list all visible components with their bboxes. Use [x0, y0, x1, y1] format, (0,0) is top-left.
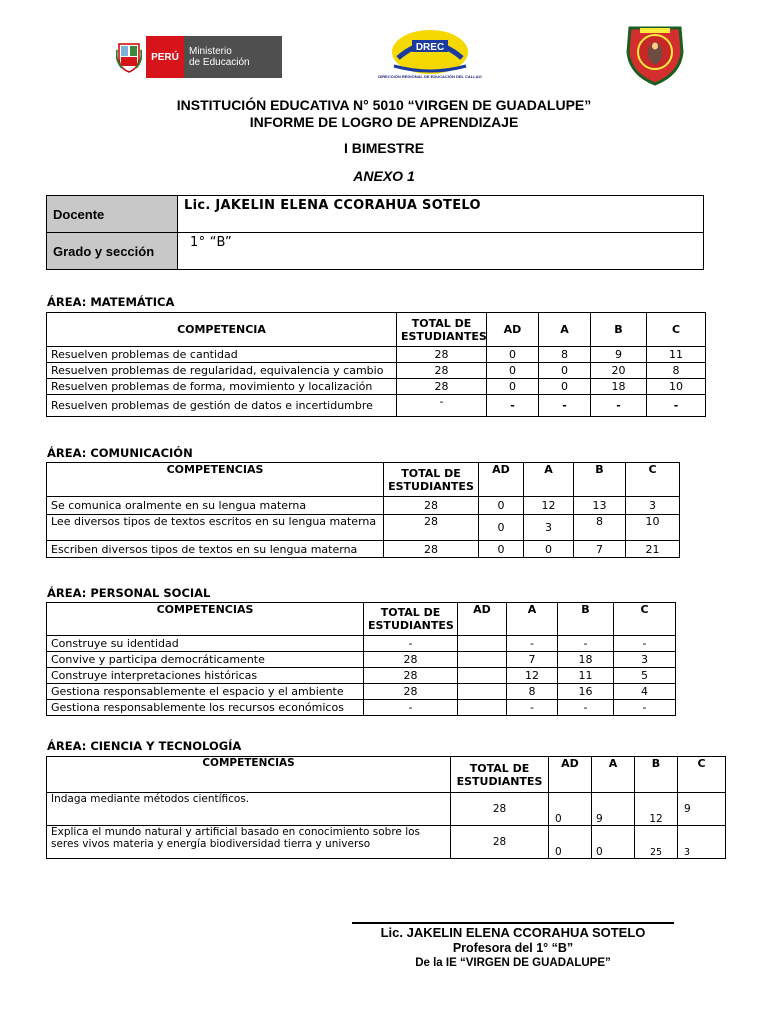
period-title: I BIMESTRE: [343, 140, 425, 156]
value-cell: 3: [614, 652, 676, 668]
value-cell: 5: [614, 668, 676, 684]
value-cell: 18: [558, 652, 614, 668]
header-cell: TOTAL DE ESTUDIANTES: [397, 313, 487, 347]
value-cell: 25: [635, 826, 678, 859]
value-cell: 9: [592, 793, 635, 826]
teacher-info-table: [46, 195, 704, 270]
docente-row: [47, 196, 704, 233]
value-cell: 28: [364, 668, 458, 684]
drec-label: DREC: [415, 42, 445, 53]
competency-cell: Resuelven problemas de regularidad, equivalencia y cambio: [47, 363, 397, 379]
value-cell: 28: [384, 515, 479, 541]
competency-cell: Construye su identidad: [47, 636, 364, 652]
header-cell: B: [558, 603, 614, 636]
competency-cell: Convive y participa democráticamente: [47, 652, 364, 668]
value-cell: 20: [591, 363, 647, 379]
header-cell: B: [591, 313, 647, 347]
competency-cell: Lee diversos tipos de textos escritos en su lengua materna: [47, 515, 384, 541]
table-row: [47, 395, 706, 417]
value-cell: 16: [558, 684, 614, 700]
grado-value: 1° “B”: [178, 233, 704, 270]
table-header-row: [47, 463, 680, 497]
value-cell: 9: [678, 793, 726, 826]
value-cell: 12: [635, 793, 678, 826]
value-cell: -: [614, 700, 676, 716]
value-cell: 0: [549, 793, 592, 826]
personal-social-table: [46, 602, 676, 716]
table-row: [47, 379, 706, 395]
header-cell: COMPETENCIAS: [47, 603, 364, 636]
signature-line: [352, 922, 674, 924]
table-row: [47, 826, 726, 859]
signature-name: Lic. JAKELIN ELENA CCORAHUA SOTELO: [380, 925, 646, 940]
header-cell: C: [626, 463, 680, 497]
value-cell: 18: [591, 379, 647, 395]
value-cell: 0: [549, 826, 592, 859]
value-cell: -: [364, 636, 458, 652]
competency-cell: Se comunica oralmente en su lengua materna: [47, 497, 384, 515]
grado-label: Grado y sección: [47, 233, 178, 270]
value-cell: 8: [539, 347, 591, 363]
drec-logo: [374, 26, 486, 92]
docente-value: Lic. JAKELIN ELENA CCORAHUA SOTELO: [178, 196, 704, 233]
area-title-ciencia: ÁREA: CIENCIA Y TECNOLOGÍA: [47, 739, 242, 753]
header-cell: A: [524, 463, 574, 497]
table-row: [47, 700, 676, 716]
header-cell: AD: [458, 603, 507, 636]
value-cell: 0: [592, 826, 635, 859]
value-cell: 8: [574, 515, 626, 541]
competency-cell: Resuelven problemas de cantidad: [47, 347, 397, 363]
header-cell: TOTAL DE ESTUDIANTES: [384, 463, 479, 497]
table-row: [47, 793, 726, 826]
institution-title: INSTITUCIÓN EDUCATIVA N° 5010 “VIRGEN DE GUADALUPE”: [176, 97, 592, 113]
table-row: [47, 515, 680, 541]
value-cell: [458, 652, 507, 668]
header-cell: A: [539, 313, 591, 347]
value-cell: [458, 684, 507, 700]
value-cell: 11: [647, 347, 706, 363]
value-cell: 9: [591, 347, 647, 363]
competency-cell: Indaga mediante métodos científicos.: [47, 793, 451, 826]
header-cell: A: [507, 603, 558, 636]
annex-title: ANEXO 1: [353, 168, 415, 184]
table-row: [47, 363, 706, 379]
value-cell: 10: [647, 379, 706, 395]
value-cell: -: [397, 395, 487, 417]
value-cell: 12: [524, 497, 574, 515]
value-cell: 8: [507, 684, 558, 700]
value-cell: 12: [507, 668, 558, 684]
value-cell: -: [364, 700, 458, 716]
header-cell: COMPETENCIA: [47, 313, 397, 347]
header-cell: B: [635, 757, 678, 793]
table-row: [47, 347, 706, 363]
drec-caption: DIRECCIÓN REGIONAL DE EDUCACIÓN DEL CALLAO: [378, 74, 482, 79]
header-cell: COMPETENCIAS: [47, 463, 384, 497]
table-header-row: [47, 757, 726, 793]
value-cell: 3: [678, 826, 726, 859]
header-cell: B: [574, 463, 626, 497]
header-cell: COMPETENCIAS: [47, 757, 451, 793]
header-cell: AD: [549, 757, 592, 793]
value-cell: 0: [539, 379, 591, 395]
value-cell: 28: [451, 826, 549, 859]
value-cell: -: [487, 395, 539, 417]
ministry-label: [184, 36, 282, 78]
matematica-table: [46, 312, 706, 417]
table-header-row: [47, 313, 706, 347]
value-cell: 28: [397, 379, 487, 395]
table-header-row: [47, 603, 676, 636]
peru-label: PERÚ: [146, 36, 184, 78]
value-cell: 0: [479, 515, 524, 541]
competency-cell: Gestiona responsablemente los recursos económicos: [47, 700, 364, 716]
competency-cell: Gestiona responsablemente el espacio y el ambiente: [47, 684, 364, 700]
value-cell: 28: [397, 363, 487, 379]
value-cell: 28: [451, 793, 549, 826]
competency-cell: Explica el mundo natural y artificial basado en conocimiento sobre los seres vivos materia y energía biodiversidad tierra y universo: [47, 826, 451, 859]
comunicacion-table: [46, 462, 680, 558]
value-cell: -: [539, 395, 591, 417]
minedu-logo: [112, 36, 282, 78]
signature-role: Profesora del 1° “B”: [452, 941, 574, 955]
value-cell: 3: [524, 515, 574, 541]
peru-shield-icon: [112, 36, 146, 78]
school-crest-icon: [622, 22, 688, 86]
header-cell: C: [647, 313, 706, 347]
value-cell: 0: [487, 347, 539, 363]
table-row: [47, 668, 676, 684]
header-cell: TOTAL DE ESTUDIANTES: [451, 757, 549, 793]
table-row: [47, 636, 676, 652]
ministry-line2: de Educación: [189, 57, 250, 68]
header-cell: TOTAL DE ESTUDIANTES: [364, 603, 458, 636]
area-title-comunicacion: ÁREA: COMUNICACIÓN: [47, 446, 193, 460]
value-cell: -: [591, 395, 647, 417]
value-cell: -: [614, 636, 676, 652]
value-cell: -: [558, 636, 614, 652]
header-cell: AD: [487, 313, 539, 347]
value-cell: 28: [364, 684, 458, 700]
value-cell: -: [558, 700, 614, 716]
header-cell: AD: [479, 463, 524, 497]
area-title-matematica: ÁREA: MATEMÁTICA: [47, 295, 175, 309]
value-cell: [458, 636, 507, 652]
value-cell: [458, 700, 507, 716]
table-row: [47, 652, 676, 668]
docente-label: Docente: [47, 196, 178, 233]
competency-cell: Resuelven problemas de gestión de datos e incertidumbre: [47, 395, 397, 417]
value-cell: 7: [574, 541, 626, 558]
value-cell: 4: [614, 684, 676, 700]
competency-cell: Construye interpretaciones históricas: [47, 668, 364, 684]
value-cell: 13: [574, 497, 626, 515]
competency-cell: Escriben diversos tipos de textos en su lengua materna: [47, 541, 384, 558]
value-cell: 0: [487, 363, 539, 379]
value-cell: -: [507, 636, 558, 652]
header-cell: A: [592, 757, 635, 793]
value-cell: 11: [558, 668, 614, 684]
value-cell: [458, 668, 507, 684]
value-cell: 28: [364, 652, 458, 668]
value-cell: 0: [479, 541, 524, 558]
value-cell: 21: [626, 541, 680, 558]
value-cell: 0: [479, 497, 524, 515]
report-title: INFORME DE LOGRO DE APRENDIZAJE: [249, 114, 519, 130]
value-cell: -: [647, 395, 706, 417]
value-cell: 28: [384, 497, 479, 515]
value-cell: 0: [487, 379, 539, 395]
header-cell: C: [678, 757, 726, 793]
value-cell: 7: [507, 652, 558, 668]
value-cell: 0: [524, 541, 574, 558]
ministry-line1: Ministerio: [189, 46, 232, 57]
header-cell: C: [614, 603, 676, 636]
area-title-personal-social: ÁREA: PERSONAL SOCIAL: [47, 586, 211, 600]
value-cell: 28: [384, 541, 479, 558]
ciencia-table: [46, 756, 726, 859]
table-row: [47, 684, 676, 700]
value-cell: 10: [626, 515, 680, 541]
value-cell: 3: [626, 497, 680, 515]
competency-cell: Resuelven problemas de forma, movimiento y localización: [47, 379, 397, 395]
signature-school: De la IE “VIRGEN DE GUADALUPE”: [415, 957, 611, 969]
grado-row: [47, 233, 704, 270]
table-row: [47, 497, 680, 515]
value-cell: -: [507, 700, 558, 716]
value-cell: 28: [397, 347, 487, 363]
value-cell: 0: [539, 363, 591, 379]
value-cell: 8: [647, 363, 706, 379]
table-row: [47, 541, 680, 558]
